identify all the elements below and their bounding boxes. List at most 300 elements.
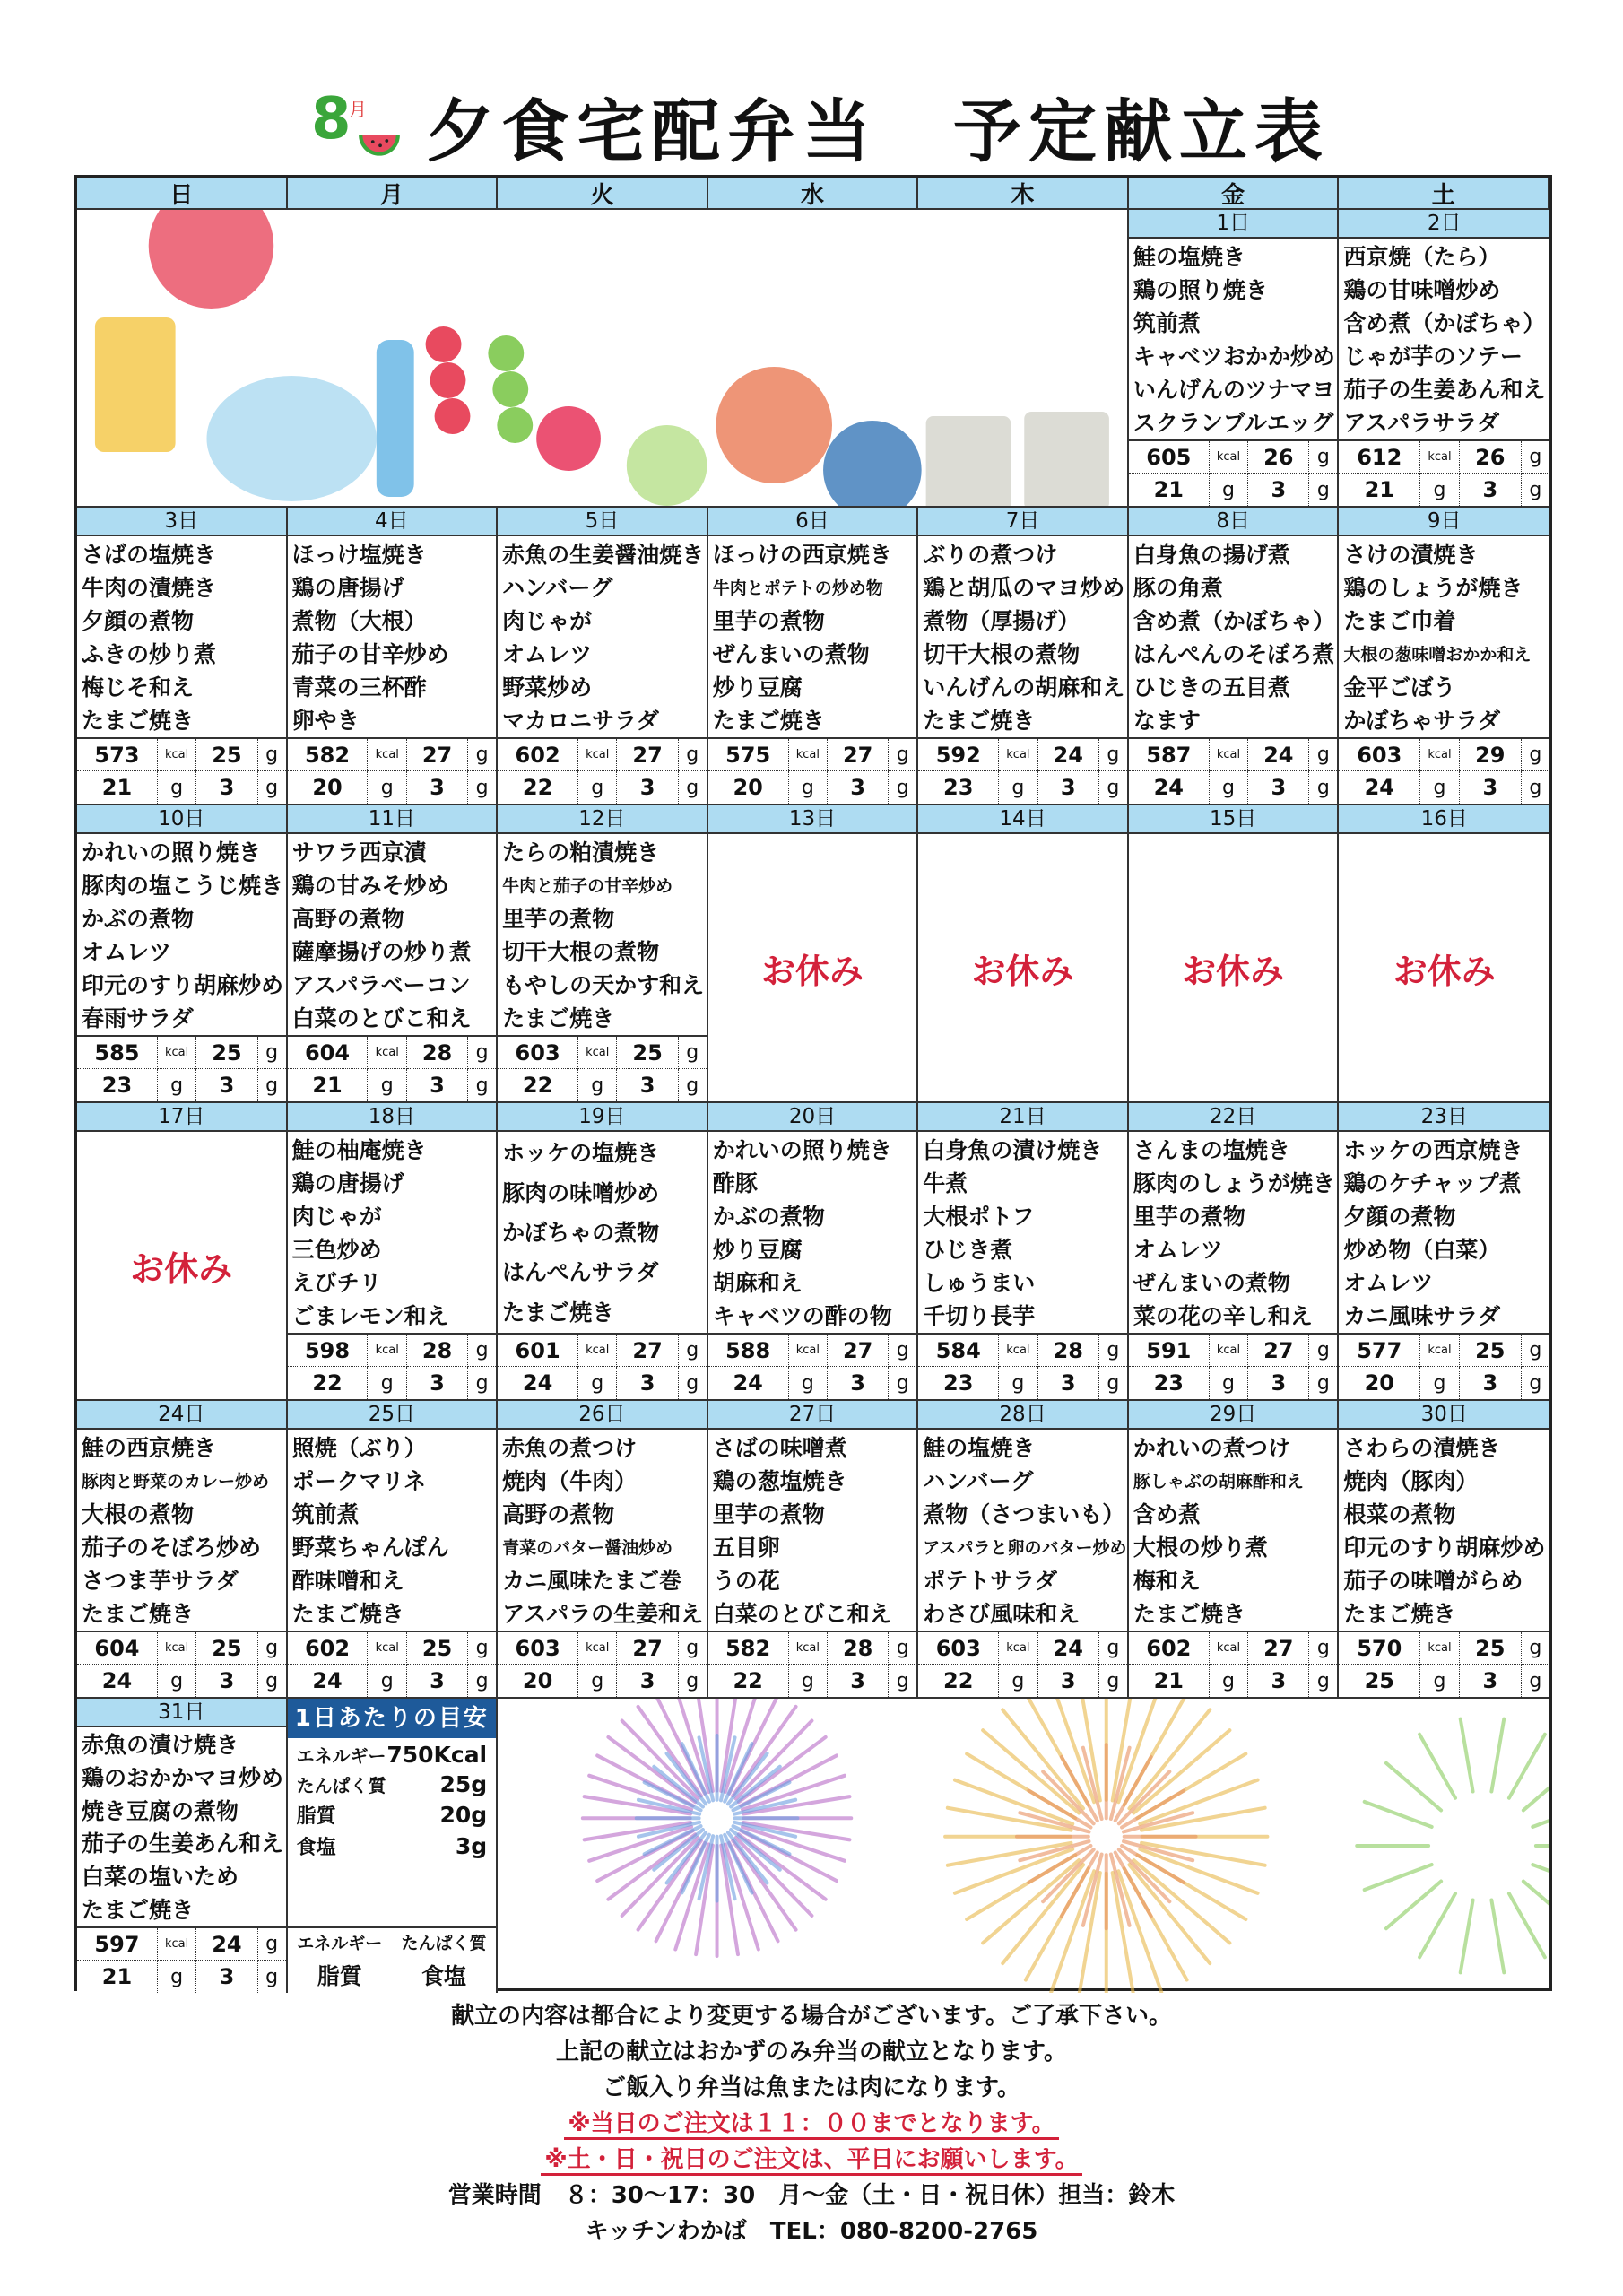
gram-unit: g (1522, 441, 1549, 474)
menu-item: 菜の花の辛し和え (1133, 1302, 1313, 1329)
kcal-unit: kcal (1210, 1632, 1248, 1665)
weekend-order-text: ※土・日・祝日のご注文は、平日にお願いします。 (541, 2146, 1081, 2176)
menu-item: かれいの煮つけ (1133, 1434, 1290, 1461)
day-cell (288, 805, 499, 1103)
menu-item: いんげんの胡麻和え (923, 674, 1125, 700)
business-hours: 営業時間 ８：30～17：30 月～金（土・日・祝日休）担当：鈴木 (447, 2182, 1176, 2209)
menu-list (288, 834, 497, 1035)
gram-unit: g (368, 1665, 406, 1697)
day-cell (918, 1103, 1129, 1401)
salt-value: 3 (1038, 1367, 1099, 1399)
menu-item: 照焼（ぶり） (291, 1434, 427, 1461)
day-cell (1339, 1103, 1549, 1401)
menu-list (708, 1132, 917, 1333)
kcal-value: 602 (498, 739, 578, 771)
kcal-value: 601 (498, 1335, 578, 1367)
day-cell (708, 508, 919, 805)
menu-item: 茄子の味噌がらめ (1343, 1567, 1523, 1594)
menu-item: 含め煮（かぼちゃ） (1343, 309, 1546, 336)
month-badge (309, 81, 408, 170)
gram-unit: g (679, 1037, 707, 1069)
kcal-unit: kcal (789, 739, 828, 771)
kcal-value: 603 (498, 1037, 578, 1069)
kcal-value: 602 (1129, 1632, 1210, 1665)
gram-unit: g (1420, 474, 1460, 506)
nutrition-grid (1129, 737, 1338, 804)
gram-unit: g (468, 1037, 496, 1069)
illustration-shape (823, 421, 922, 506)
menu-item: 煮物（厚揚げ） (923, 607, 1081, 634)
nutrition-grid (77, 1926, 286, 1993)
guide-protein-value: 25g (439, 1771, 488, 1797)
menu-item: 豚肉と野菜のカレー炒め (82, 1471, 270, 1492)
gram-unit: g (578, 771, 617, 804)
kcal-unit: kcal (1420, 1335, 1460, 1367)
menu-item: 高野の煮物 (291, 905, 404, 932)
menu-item: カニ風味サラダ (1343, 1302, 1501, 1329)
protein-value: 26 (1248, 441, 1309, 474)
salt-value: 3 (1248, 1367, 1309, 1399)
weekday-header: 木 (918, 178, 1129, 210)
menu-list (918, 1430, 1127, 1631)
protein-value: 25 (196, 1632, 257, 1665)
menu-item: 切干大根の煮物 (502, 938, 660, 965)
kcal-unit: kcal (1210, 739, 1248, 771)
kcal-unit: kcal (999, 1335, 1037, 1367)
menu-item: 里芋の煮物 (712, 607, 825, 634)
summer-illustration (77, 210, 1129, 508)
fat-value: 22 (498, 1069, 578, 1101)
menu-item: 酢豚 (712, 1170, 758, 1196)
kcal-unit: kcal (789, 1335, 828, 1367)
kcal-value: 612 (1339, 441, 1420, 474)
menu-item: 肉じゃが (291, 1203, 382, 1230)
day-cell (288, 508, 499, 805)
illustration-shape (377, 340, 414, 497)
gram-unit: g (896, 776, 909, 799)
menu-item: わさび風味和え (923, 1600, 1081, 1627)
gram-unit: g (1316, 1669, 1330, 1692)
gram-unit: g (158, 771, 196, 804)
menu-item: かぶの煮物 (712, 1203, 825, 1230)
menu-list (498, 1132, 707, 1333)
menu-item: キャベツの酢の物 (712, 1302, 892, 1329)
protein-value: 25 (1460, 1632, 1522, 1665)
fat-value: 24 (1129, 771, 1210, 804)
contact-info: キッチンわかば TEL：080-8200-2765 (585, 2218, 1038, 2245)
guide-salt-row (288, 1829, 497, 1860)
menu-list (288, 536, 497, 737)
gram-unit: g (1210, 474, 1248, 506)
menu-list (1129, 1430, 1338, 1631)
menu-item: サワラ西京漬 (291, 839, 427, 865)
kcal-unit: kcal (1420, 441, 1460, 474)
day-cell (1339, 210, 1549, 508)
gram-unit: g (1529, 1371, 1542, 1395)
menu-item: スクランブルエッグ (1133, 409, 1334, 436)
menu-item: かぼちゃサラダ (1343, 707, 1501, 734)
menu-list (77, 1430, 286, 1631)
firework-ray (1509, 1735, 1545, 1798)
firework-ray (1419, 1735, 1455, 1798)
day-date: 19日 (498, 1103, 707, 1132)
salt-value: 3 (828, 771, 889, 804)
kcal-unit: kcal (158, 1632, 196, 1665)
gram-unit: g (1316, 776, 1330, 799)
weekday-header: 土 (1339, 178, 1549, 210)
gram-unit: g (1529, 478, 1542, 501)
guide-protein-row (288, 1768, 497, 1797)
daily-guide-box (288, 1699, 499, 1993)
firework-ray (1532, 1865, 1549, 1890)
salt-value: 3 (617, 1367, 678, 1399)
guide-salt-label: 食塩 (296, 1837, 336, 1859)
gram-unit: g (1210, 1367, 1248, 1399)
menu-item: たまご焼き (1343, 1600, 1456, 1627)
kcal-value: 570 (1339, 1632, 1420, 1665)
protein-value: 24 (196, 1928, 257, 1961)
gram-unit: g (889, 1632, 916, 1665)
menu-item: ぜんまいの煮物 (712, 640, 870, 667)
protein-value: 29 (1460, 739, 1522, 771)
kcal-value: 602 (288, 1632, 369, 1665)
menu-item: 含め煮 (1133, 1500, 1201, 1527)
gram-unit: g (999, 1665, 1037, 1697)
menu-item: 牛肉とポテトの炒め物 (712, 578, 883, 598)
fat-value: 21 (288, 1069, 369, 1101)
title-block (309, 76, 1330, 175)
menu-item: 白身魚の漬け焼き (923, 1136, 1103, 1163)
gram-unit: g (789, 1367, 828, 1399)
guide-salt-value: 3g (455, 1833, 488, 1859)
menu-item: 鶏のしょうが焼き (1343, 574, 1523, 601)
gram-unit: g (258, 739, 286, 771)
gram-unit: g (1099, 1632, 1127, 1665)
fat-value: 24 (77, 1665, 158, 1697)
kcal-value: 603 (498, 1632, 578, 1665)
gram-unit: g (1420, 1367, 1460, 1399)
gram-unit: g (368, 771, 406, 804)
firework-ray (1365, 1802, 1432, 1827)
menu-item: 夕顔の煮物 (82, 607, 195, 634)
menu-list (498, 536, 707, 737)
illustration-shape (206, 376, 376, 501)
gram-unit: g (1420, 1665, 1460, 1697)
nutrition-grid (288, 1333, 497, 1399)
salt-value: 3 (1248, 474, 1309, 506)
firework-ray (1079, 1873, 1100, 1993)
day-date: 6日 (708, 508, 917, 536)
nutrition-grid (1129, 439, 1338, 506)
menu-item: たまご焼き (923, 707, 1036, 734)
fireworks-illustration (498, 1699, 1549, 1993)
menu-item: 炒り豆腐 (712, 674, 803, 700)
menu-item: たまご焼き (82, 1600, 195, 1627)
gram-unit: g (679, 739, 707, 771)
kcal-value: 598 (288, 1335, 369, 1367)
note-line: 上記の献立はおかずのみ弁当の献立となります。 (556, 2039, 1067, 2066)
menu-item: 梅じそ和え (82, 674, 195, 700)
note-line: ご飯入り弁当は魚または肉になります。 (603, 2074, 1020, 2101)
gram-unit: g (1210, 1665, 1248, 1697)
menu-item: アスパラの生姜和え (502, 1600, 704, 1627)
gram-unit: g (1522, 1632, 1549, 1665)
menu-item: 大根の煮物 (82, 1500, 195, 1527)
menu-item: 夕顔の煮物 (1343, 1203, 1456, 1230)
menu-item: 大根ポトフ (923, 1203, 1035, 1230)
gram-unit: g (1522, 1335, 1549, 1367)
nutrition-grid (288, 1035, 497, 1101)
menu-item: 印元のすり胡麻炒め (82, 971, 284, 998)
nutrition-grid (498, 1631, 707, 1697)
kcal-unit: kcal (158, 1928, 196, 1961)
day-date: 25日 (288, 1401, 497, 1430)
day-date: 15日 (1129, 805, 1338, 834)
illustration-shape (426, 326, 462, 362)
menu-list (1129, 536, 1338, 737)
day-date: 3日 (77, 508, 286, 536)
nutrition-grid (708, 1631, 917, 1697)
salt-value: 3 (196, 1069, 257, 1101)
menu-item: さんまの塩焼き (1133, 1136, 1290, 1163)
menu-item: オムレツ (1133, 1236, 1223, 1263)
menu-item: 赤魚の漬け焼き (82, 1732, 239, 1759)
nutrition-grid (918, 1333, 1127, 1399)
menu-list (708, 1430, 917, 1631)
gram-unit: g (1529, 1669, 1542, 1692)
protein-value: 27 (617, 1632, 678, 1665)
menu-item: さけの漬焼き (1343, 541, 1479, 568)
gram-unit: g (475, 1371, 489, 1395)
nutrition-grid (77, 737, 286, 804)
menu-item: 赤魚の煮つけ (502, 1434, 638, 1461)
menu-item: 炒め物（白菜） (1343, 1236, 1501, 1263)
fat-value: 20 (708, 771, 789, 804)
menu-item: 炒り豆腐 (712, 1236, 803, 1263)
fat-value: 21 (77, 1961, 158, 1993)
menu-item: 鶏のおかかマヨ炒め (82, 1764, 284, 1791)
salt-value: 3 (407, 1069, 468, 1101)
gram-unit: g (475, 776, 489, 799)
menu-item: 青菜の三杯酢 (291, 674, 427, 700)
menu-list (1339, 536, 1549, 737)
fat-value: 20 (288, 771, 369, 804)
day-date: 11日 (288, 805, 497, 834)
menu-item: 鮭の塩焼き (1133, 243, 1245, 270)
holiday-label: お休み (1182, 951, 1285, 991)
menu-item: オムレツ (82, 938, 172, 965)
note-line: 献立の内容は都合により変更する場合がございます。ご了承下さい。 (451, 2003, 1172, 2030)
menu-item: たまご焼き (502, 1004, 615, 1031)
guide-energy-value: 750Kcal (386, 1742, 488, 1768)
kcal-unit: kcal (368, 1632, 406, 1665)
holiday-label: お休み (130, 1248, 233, 1289)
fat-value: 24 (498, 1367, 578, 1399)
kcal-unit: kcal (158, 1037, 196, 1069)
day-date: 26日 (498, 1401, 707, 1430)
menu-item: 切干大根の煮物 (923, 640, 1081, 667)
menu-item: ごまレモン和え (291, 1302, 449, 1329)
menu-item: 金平ごぼう (1343, 674, 1456, 700)
firework-ray (1141, 1843, 1265, 1866)
salt-value: 3 (1460, 1665, 1522, 1697)
gram-unit: g (686, 1669, 699, 1692)
gram-unit: g (265, 1669, 279, 1692)
menu-item: たまご焼き (712, 707, 825, 734)
menu-item: かぼちゃの煮物 (502, 1219, 660, 1246)
menu-item: 西京焼（たら） (1343, 243, 1501, 270)
guide-legend (288, 1926, 497, 1993)
day-cell (1339, 1401, 1549, 1699)
firework-ray (1461, 1900, 1473, 1973)
day-date: 23日 (1339, 1103, 1549, 1132)
menu-item: 豚肉の塩こうじ焼き (82, 872, 284, 899)
firework-ray (1365, 1865, 1432, 1890)
gram-unit: g (475, 1669, 489, 1692)
protein-value: 24 (1038, 1632, 1099, 1665)
page-title: 夕食宅配弁当 予定献立表 (426, 91, 1330, 171)
menu-list (288, 1430, 497, 1631)
protein-value: 27 (407, 739, 468, 771)
day-date: 29日 (1129, 1401, 1338, 1430)
fat-value: 23 (1129, 1367, 1210, 1399)
guide-legend-item: エネルギー (297, 1934, 383, 1954)
day-cell (1129, 508, 1340, 805)
fat-value: 21 (1129, 1665, 1210, 1697)
day-date: 2日 (1339, 210, 1549, 239)
illustration-shape (430, 362, 466, 398)
nutrition-grid (918, 737, 1127, 804)
nutrition-grid (498, 737, 707, 804)
day-cell (498, 805, 708, 1103)
day-date: 18日 (288, 1103, 497, 1132)
menu-item: 煮物（大根） (291, 607, 427, 634)
menu-item: 白菜の塩いため (82, 1863, 239, 1890)
menu-item: 豚肉の味噌炒め (502, 1179, 660, 1206)
kcal-unit: kcal (1420, 1632, 1460, 1665)
menu-item: 大根の葱味噌おかか和え (1343, 644, 1532, 665)
menu-item: 筑前煮 (1133, 309, 1201, 336)
kcal-unit: kcal (789, 1632, 828, 1665)
order-deadline-note (0, 2106, 1623, 2142)
gram-unit: g (265, 1074, 279, 1097)
fat-value: 24 (1339, 771, 1420, 804)
holiday-label: お休み (760, 951, 864, 991)
menu-list (1339, 1430, 1549, 1631)
gram-unit: g (679, 1632, 707, 1665)
menu-item: 赤魚の生姜醤油焼き (502, 541, 705, 568)
weekday-header: 火 (498, 178, 708, 210)
salt-value: 3 (196, 1961, 257, 1993)
day-cell (77, 1699, 288, 1993)
menu-item: 高野の煮物 (502, 1500, 615, 1527)
gram-unit: g (889, 1335, 916, 1367)
protein-value: 28 (828, 1632, 889, 1665)
day-date: 28日 (918, 1401, 1127, 1430)
kcal-value: 582 (288, 739, 369, 771)
firework-ray (1119, 1871, 1162, 1992)
month-number: 8 (311, 86, 352, 152)
menu-item: 卵やき (291, 707, 360, 734)
day-cell (288, 1103, 499, 1401)
salt-value: 3 (1038, 771, 1099, 804)
day-cell (1129, 805, 1340, 1103)
gram-unit: g (468, 739, 496, 771)
firework-ray (1140, 1780, 1257, 1824)
menu-item: 白菜のとびこ和え (712, 1600, 892, 1627)
weekend-order-note (0, 2142, 1623, 2178)
menu-item: たまご焼き (82, 707, 195, 734)
day-date: 12日 (498, 805, 707, 834)
kcal-unit: kcal (368, 1335, 406, 1367)
kcal-unit: kcal (368, 739, 406, 771)
day-cell (77, 508, 288, 805)
menu-item: ホッケの塩焼き (502, 1140, 660, 1167)
menu-item: ふきの炒り煮 (82, 640, 217, 667)
menu-item: 鶏の照り焼き (1133, 276, 1268, 303)
gram-unit: g (468, 1335, 496, 1367)
menu-item: 春雨サラダ (82, 1004, 194, 1031)
salt-value: 3 (828, 1367, 889, 1399)
gram-unit: g (1420, 771, 1460, 804)
menu-item: 煮物（さつまいも） (923, 1500, 1125, 1527)
gram-unit: g (1107, 1371, 1120, 1395)
menu-item: 豚肉のしょうが焼き (1133, 1170, 1335, 1196)
salt-value: 3 (407, 1367, 468, 1399)
protein-value: 27 (1248, 1335, 1309, 1367)
illustration-shape (435, 398, 471, 434)
menu-item: 鶏の甘味噌炒め (1343, 276, 1501, 303)
menu-list (498, 1430, 707, 1631)
firework-ray (1532, 1802, 1549, 1827)
firework-ray (948, 1843, 1072, 1866)
menu-list (1339, 239, 1549, 439)
menu-item: ひじきの五目煮 (1133, 674, 1290, 700)
firework-ray (1509, 1893, 1545, 1957)
day-date: 1日 (1129, 210, 1338, 239)
guide-fat-label: 脂質 (296, 1805, 336, 1828)
kcal-value: 575 (708, 739, 789, 771)
menu-item: 鶏の葱塩焼き (712, 1467, 847, 1494)
menu-item: カニ風味たまご巻 (502, 1567, 682, 1594)
gram-unit: g (789, 771, 828, 804)
menu-list (288, 1132, 497, 1333)
nutrition-grid (1339, 439, 1549, 506)
firework-ray (948, 1808, 1072, 1831)
gram-unit: g (686, 1371, 699, 1395)
menu-item: たまご巾着 (1343, 607, 1456, 634)
salt-value: 3 (1460, 474, 1522, 506)
gram-unit: g (1210, 771, 1248, 804)
salt-value: 3 (617, 1069, 678, 1101)
nutrition-grid (498, 1333, 707, 1399)
gram-unit: g (475, 1074, 489, 1097)
kcal-value: 597 (77, 1928, 158, 1961)
menu-item: たまご焼き (1133, 1600, 1245, 1627)
gram-unit: g (468, 1632, 496, 1665)
fat-value: 25 (1339, 1665, 1420, 1697)
menu-item: 根菜の煮物 (1343, 1500, 1456, 1527)
gram-unit: g (258, 1632, 286, 1665)
kcal-value: 573 (77, 739, 158, 771)
salt-value: 3 (1460, 1367, 1522, 1399)
fat-value: 23 (77, 1069, 158, 1101)
protein-value: 24 (1038, 739, 1099, 771)
gram-unit: g (258, 1928, 286, 1961)
menu-item: 白菜のとびこ和え (291, 1004, 472, 1031)
protein-value: 27 (828, 1335, 889, 1367)
menu-item: 鮭の西京焼き (82, 1434, 217, 1461)
